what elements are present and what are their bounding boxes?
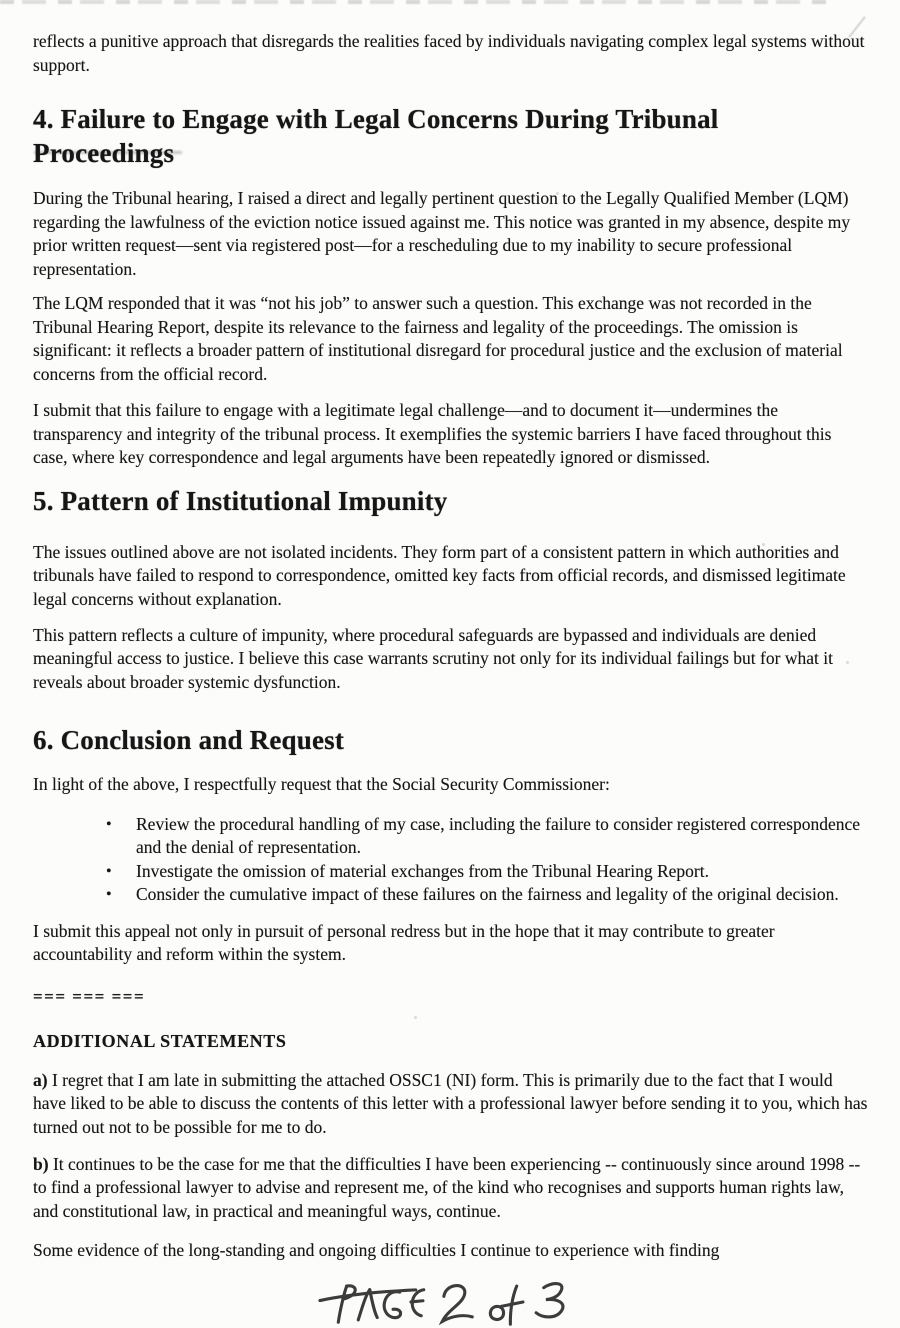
request-item-investigate: • Investigate the omission of material exchanges from the Tribunal Hearing Report. — [33, 860, 870, 884]
statement-a-text: I regret that I am late in submitting the attached OSSC1 (NI) form. This is primarily due to the fact that I would have liked to be able to discuss the contents of this letter with a professional lawyer before sending it to you, which has turned out not to be possible for me to do. — [33, 1069, 868, 1137]
section-6-intro: In light of the above, I respectfully request that the Social Security Commissioner: — [33, 773, 610, 794]
section-6-heading: 6. Conclusion and Request — [33, 724, 345, 755]
continuation-out-paragraph: Some evidence of the long-standing and ongoing difficulties I continue to experience with finding — [33, 1239, 720, 1260]
additional-statements-heading: ADDITIONAL STATEMENTS — [33, 1030, 287, 1051]
typed-divider: === === === — [33, 986, 146, 1006]
request-item-consider: • Consider the cumulative impact of these failures on the fairness and legality of the original decision. — [33, 883, 870, 907]
section-4-heading: 4. Failure to Engage with Legal Concerns During Tribunal Proceedings — [33, 104, 719, 168]
statement-a-label: a) — [33, 1069, 48, 1090]
section-5-paragraph-2: This pattern reflects a culture of impunity, where procedural safeguards are bypassed and individuals are denied meaningful access to justice. I believe this case warrants scrutiny not only for its individual failings but for what it reveals about broader systemic dysfunction. — [33, 624, 833, 692]
continuation-paragraph: reflects a punitive approach that disregards the realities faced by individuals navigating complex legal systems without support. — [33, 31, 865, 75]
section-5-heading: 5. Pattern of Institutional Impunity — [33, 485, 448, 516]
statement-b-label: b) — [33, 1153, 49, 1174]
handwriting-strokes — [316, 1277, 617, 1328]
section-4-paragraph-2: The LQM responded that it was “not his job” to answer such a question. This exchange was not recorded in the Tribunal Hearing Report, despite its relevance to the fairness and legality of the proceedings. The omission is significant: it reflects a broader pattern of institutional disregard for procedural justice and the exclusion of material concerns from the official record. — [33, 293, 843, 384]
request-item-review: • Review the procedural handling of my case, including the failure to consider registered correspondence and the denial of representation. — [33, 813, 870, 860]
section-4-paragraph-3: I submit that this failure to engage with a legitimate legal challenge—and to document it—undermines the transparency and integrity of the tribunal process. It exemplifies the systemic barriers I have faced throughout this case, where key correspondence and legal arguments have been repeatedly ignored or dismissed. — [33, 400, 832, 467]
handwritten-page-note — [316, 1277, 617, 1328]
request-list — [33, 813, 870, 907]
statement-b-text: It continues to be the case for me that the difficulties I have been experiencing -- continuously since around 1998 -- to find a professional lawyer to advise and represent me, of the kind who recognises and supports human rights law, and constitutional law, in practical and meaningful ways, continue. — [33, 1153, 861, 1221]
section-4-paragraph-1: During the Tribunal hearing, I raised a direct and legally pertinent question to the Legally Qualified Member (LQM) regarding the lawfulness of the eviction notice issued against me. This notice was granted in my absence, despite my prior written request—sent via registered post—for a rescheduling due to my inability to secure professional representation. — [33, 188, 851, 279]
section-6-closing: I submit this appeal not only in pursuit of personal redress but in the hope that it may contribute to greater accountability and reform within the system. — [33, 920, 775, 964]
statement-a — [33, 1069, 870, 1140]
statement-b — [33, 1153, 870, 1224]
section-5-paragraph-1: The issues outlined above are not isolated incidents. They form part of a consistent pattern in which authorities and tribunals have failed to respond to correspondence, omitted key facts from official records, and dismissed legitimate legal concerns without explanation. — [33, 541, 846, 609]
